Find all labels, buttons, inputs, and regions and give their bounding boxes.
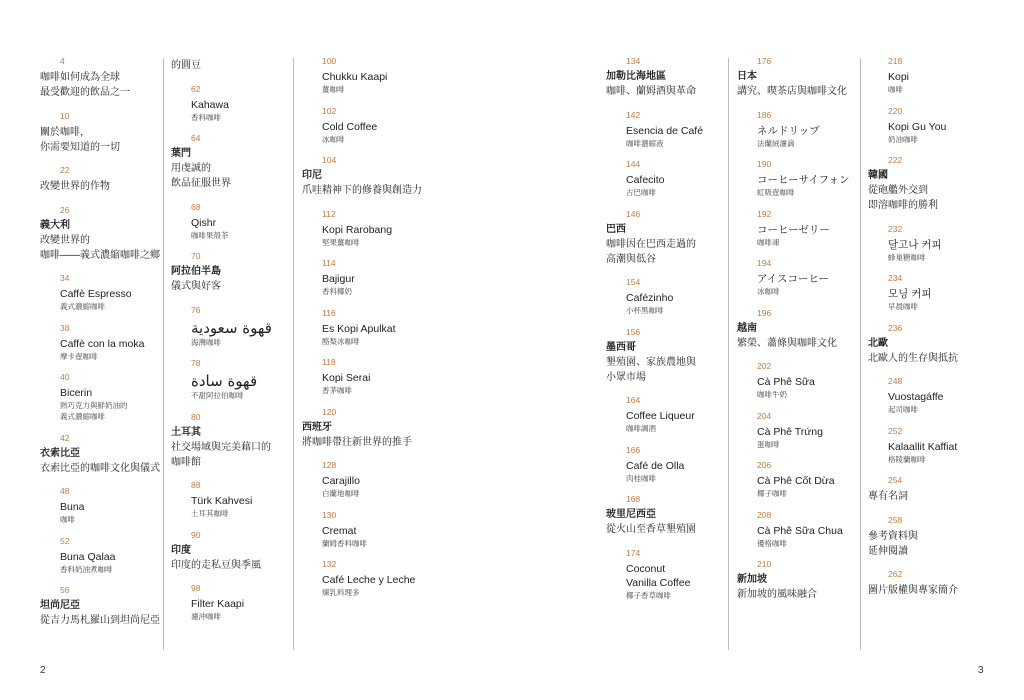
toc-dish-subtitle: 蜂巢糖咖啡: [888, 252, 926, 262]
toc-entry: [606, 548, 724, 601]
toc-entry: [868, 323, 988, 366]
toc-chapter-heading: 衣索比亞: [40, 447, 80, 459]
toc-dish-subtitle: 薑咖啡: [322, 85, 345, 94]
toc-entry: [302, 559, 452, 598]
toc-page-number: 202: [757, 361, 772, 371]
toc-page-number: 166: [626, 444, 641, 455]
toc-page-number: 10: [60, 110, 70, 121]
toc-page-number: 234: [888, 273, 903, 283]
toc-chapter-heading: 日本: [737, 71, 757, 82]
continued-text: 的圓豆: [171, 60, 201, 71]
toc-dish-subtitle: 虹吸壺咖啡: [757, 188, 795, 197]
toc-chapter-text: 印度的走私豆與季風: [171, 559, 261, 571]
toc-entry: [302, 258, 452, 297]
toc-entry: [606, 494, 724, 537]
toc-dish-title: Caffè con la moka: [60, 337, 145, 350]
toc-dish-title: 달고나 커피: [888, 238, 942, 251]
toc-chapter-text: 即溶咖啡的勝利: [868, 200, 938, 211]
toc-entry: [868, 515, 988, 559]
toc-entry: [302, 407, 452, 450]
toc-entry: [737, 460, 857, 499]
toc-dish-subtitle: 起司咖啡: [888, 405, 918, 414]
toc-chapter-text: 用虔誠的: [171, 163, 211, 174]
toc-dish-subtitle: 海灣咖啡: [191, 337, 221, 347]
toc-entry: [868, 426, 988, 465]
toc-page-number: 52: [60, 535, 70, 546]
toc-dish-title: コーヒーサイフォン: [757, 174, 850, 186]
toc-dish-subtitle: 古巴咖啡: [626, 188, 656, 197]
toc-dish-subtitle: 咖啡調酒: [626, 424, 656, 433]
toc-chapter-text: 社交場域與完美藉口的: [171, 441, 271, 453]
toc-entry: [868, 224, 988, 263]
toc-dish-title: Coconut: [626, 562, 666, 575]
toc-chapter-text: 繁榮、蕭條與咖啡文化: [737, 337, 837, 349]
toc-entry: [737, 159, 857, 198]
toc-page-number: 40: [60, 372, 70, 382]
toc-page-number: 104: [322, 155, 337, 165]
toc-entry: [40, 205, 160, 263]
toc-entry: [171, 530, 289, 573]
toc-chapter-text: 咖啡如何成為全球: [40, 72, 120, 83]
toc-entry: [302, 155, 452, 198]
toc-chapter-heading: 越南: [737, 322, 757, 334]
toc-page-number: 22: [60, 165, 70, 175]
toc-entry: [606, 277, 724, 316]
toc-chapter-text: 咖啡館: [171, 456, 201, 468]
toc-entry: [737, 361, 857, 400]
toc-dish-subtitle: 法蘭絨濾滴: [757, 138, 795, 148]
toc-entry: [40, 273, 160, 312]
toc-entry: [737, 510, 857, 549]
toc-chapter-heading: 加勒比海地區: [606, 71, 666, 82]
toc-page-number: 208: [757, 509, 772, 520]
toc-dish-title: Cafecito: [626, 174, 665, 186]
toc-page-number: 252: [888, 425, 903, 436]
toc-dish-subtitle: 白蘭地咖啡: [322, 489, 360, 498]
toc-page-number: 248: [888, 376, 903, 386]
toc-dish-subtitle: 冰咖啡: [757, 287, 780, 296]
toc-dish-subtitle: 香料椰奶: [322, 287, 352, 296]
toc-page-number: 38: [60, 322, 70, 333]
toc-chapter-text: 從吉力馬札羅山到坦尚尼亞: [40, 615, 160, 626]
toc-chapter-heading: 新加坡: [737, 574, 767, 585]
toc-page-number: 192: [757, 208, 772, 219]
toc-dish-subtitle: 義式濃縮咖啡: [60, 412, 105, 421]
toc-entry: [40, 486, 160, 525]
toc-dish-subtitle: 咖啡: [888, 85, 903, 94]
toc-dish-title: Cà Phê Sữa: [757, 376, 815, 388]
toc-entry: [868, 475, 988, 504]
toc-page-number: 48: [60, 486, 70, 496]
toc-entry: [302, 308, 452, 347]
toc-dish-title: Cafézinho: [626, 292, 674, 304]
toc-dish-subtitle: 咖啡凍: [757, 237, 780, 247]
page-number-left: 2: [40, 665, 46, 676]
toc-chapter-text: 咖啡、蘭姆酒與革命: [606, 86, 696, 97]
toc-column-5: [737, 56, 857, 602]
toc-dish-title: 모닝 커피: [888, 288, 932, 300]
column-divider: [728, 58, 729, 650]
toc-entry: [868, 155, 988, 213]
toc-chapter-text: 將咖啡帶往新世界的推手: [302, 436, 412, 448]
toc-page-number: 196: [757, 307, 772, 318]
toc-entry: [40, 585, 160, 628]
toc-entry: [302, 460, 452, 499]
toc-dish-title: Vanilla Coffee: [626, 576, 691, 589]
toc-chapter-text: 你需要知道的一切: [40, 141, 120, 153]
column-divider: [293, 58, 294, 650]
toc-entry: [40, 433, 160, 476]
toc-dish-title: Bajigur: [322, 273, 355, 285]
toc-dish-title-arabic: قهوة سعودية: [191, 318, 272, 337]
toc-page-number: 144: [626, 159, 641, 169]
toc-page-number: 222: [888, 155, 903, 165]
toc-chapter-heading: 北歐: [868, 337, 888, 349]
toc-dish-title: Kopi Serai: [322, 372, 371, 384]
page-number-right: 3: [978, 665, 984, 676]
toc-entry: [40, 372, 160, 422]
toc-page-number: 142: [626, 109, 641, 120]
toc-page-number: 236: [888, 322, 903, 333]
toc-page-number: 154: [626, 277, 641, 287]
toc-dish-subtitle: 土耳其咖啡: [191, 509, 229, 518]
toc-entry: [302, 510, 452, 549]
toc-entry: [40, 56, 160, 100]
toc-chapter-heading: 葉門: [171, 148, 191, 159]
toc-dish-subtitle: 堅果薑咖啡: [322, 237, 360, 247]
toc-page-number: 34: [60, 273, 70, 283]
toc-entry: [171, 583, 289, 622]
toc-dish-subtitle: 濾沖咖啡: [191, 612, 221, 621]
toc-chapter-heading: 墨西哥: [606, 341, 636, 353]
toc-dish-title: Bicerin: [60, 387, 93, 399]
toc-page-number: 76: [191, 304, 201, 315]
toc-chapter-heading: 土耳其: [171, 426, 201, 438]
toc-chapter-text: 從火山至香草墾殖園: [606, 524, 696, 535]
toc-page-number: 262: [888, 569, 903, 579]
toc-page-number: 26: [60, 204, 70, 215]
toc-dish-title: Qishr: [191, 216, 217, 229]
toc-dish-subtitle: 煉乳料理多: [322, 588, 360, 597]
toc-dish-subtitle: 椰子香草咖啡: [626, 590, 671, 600]
toc-chapter-text: 飲品征服世界: [171, 178, 231, 189]
toc-column-4: [606, 56, 724, 601]
toc-entry: [868, 376, 988, 415]
toc-chapter-text: 北歐人的生存與抵抗: [868, 352, 958, 364]
toc-chapter-text: 專有名詞: [868, 491, 908, 502]
toc-entry: [40, 536, 160, 575]
toc-page-number: 168: [626, 494, 641, 504]
toc-entry: [737, 258, 857, 297]
toc-dish-title: Cremat: [322, 524, 357, 537]
toc-entry: [302, 106, 452, 145]
toc-page-number: 204: [757, 410, 772, 421]
toc-page-number: 88: [191, 480, 201, 490]
toc-dish-title: Cà Phê Sữa Chua: [757, 524, 843, 537]
toc-column-2: [171, 56, 289, 622]
toc-entry: [868, 273, 988, 312]
toc-dish-title: Café de Olla: [626, 459, 685, 472]
toc-chapter-text: 衣索比亞的咖啡文化與儀式: [40, 462, 160, 474]
toc-chapter-text: 關於咖啡，: [40, 126, 90, 138]
toc-entry: [606, 56, 724, 99]
toc-entry: [737, 308, 857, 351]
toc-dish-subtitle: 格陵蘭咖啡: [888, 454, 926, 464]
toc-dish-title: アイスコーヒー: [757, 273, 830, 285]
toc-chapter-text: 咖啡——義式濃縮咖啡之鄉: [40, 249, 160, 261]
toc-page-number: 112: [322, 208, 336, 219]
toc-dish-title: Kopi Rarobang: [322, 223, 393, 236]
toc-chapter-heading: 西班牙: [302, 421, 332, 433]
toc-entry: [40, 165, 160, 194]
toc-entry: [737, 56, 857, 99]
toc-page-number: 64: [191, 133, 201, 143]
toc-entry: [171, 412, 289, 470]
toc-page-number: 146: [626, 208, 641, 219]
toc-dish-subtitle: 蛋咖啡: [757, 439, 780, 449]
toc-entry: [737, 209, 857, 248]
toc-dish-subtitle: 摩卡壺咖啡: [60, 351, 98, 361]
toc-page-number: 128: [322, 460, 337, 470]
toc-page-number: 98: [191, 583, 201, 593]
toc-dish-title: Kalaallit Kaffiat: [888, 440, 958, 453]
toc-dish-subtitle: 冰咖啡: [322, 134, 345, 144]
toc-dish-subtitle: 小杯黑咖啡: [626, 306, 664, 315]
toc-page-number: 174: [626, 547, 641, 558]
toc-dish-title: Kopi Gu You: [888, 120, 947, 133]
toc-column-6: [868, 56, 988, 598]
toc-page-number: 114: [322, 258, 336, 268]
toc-page-number: 156: [626, 326, 641, 337]
toc-page-number: 56: [60, 585, 70, 595]
toc-entry: [737, 559, 857, 602]
toc-page-number: 220: [888, 105, 903, 116]
toc-page-number: 120: [322, 406, 337, 417]
toc-entry: [737, 411, 857, 450]
toc-page-number: 130: [322, 509, 337, 520]
toc-dish-subtitle: 椰子咖啡: [757, 489, 787, 498]
toc-dish-subtitle: 香料咖啡: [191, 112, 221, 122]
toc-page-number: 118: [322, 357, 336, 367]
toc-page-number: 62: [191, 83, 201, 94]
toc-chapter-text: 改變世界的: [40, 234, 90, 246]
toc-chapter-text: 從砲艦外交到: [868, 185, 928, 196]
toc-entry: [171, 480, 289, 519]
toc-column-1: [40, 56, 160, 628]
toc-dish-title: Vuostagáffe: [888, 391, 944, 403]
toc-entry: [868, 106, 988, 145]
toc-dish-subtitle: 咖啡: [60, 515, 75, 524]
toc-chapter-text: 最受歡迎的飲品之一: [40, 87, 130, 98]
toc-page-number: 100: [322, 56, 337, 66]
toc-chapter-heading: 韓國: [868, 170, 888, 181]
toc-page-number: 254: [888, 475, 903, 485]
toc-entry: [606, 395, 724, 434]
toc-dish-subtitle: 香料奶油煮咖啡: [60, 564, 113, 574]
toc-chapter-text: 新加坡的風味融合: [737, 589, 817, 600]
toc-dish-title: Coffee Liqueur: [626, 410, 695, 422]
toc-chapter-text: 延伸閱讀: [868, 545, 908, 557]
toc-entry: [606, 110, 724, 149]
toc-entry: [606, 209, 724, 267]
toc-chapter-heading: 印尼: [302, 170, 322, 181]
toc-dish-subtitle: 義式濃縮咖啡: [60, 302, 105, 311]
toc-dish-subtitle: 優格咖啡: [757, 538, 787, 548]
toc-chapter-heading: 印度: [171, 544, 191, 556]
toc-dish-subtitle: 肉桂咖啡: [626, 473, 656, 483]
toc-dish-title: Cà Phê Cốt Dừa: [757, 475, 835, 487]
toc-page-number: 176: [757, 56, 772, 66]
toc-dish-subtitle: 不甜阿拉伯咖啡: [191, 391, 244, 400]
toc-entry: [737, 110, 857, 149]
toc-dish-subtitle: 蘭姆香料咖啡: [322, 538, 367, 548]
toc-page-number: 210: [757, 559, 772, 569]
toc-entry: [302, 357, 452, 396]
toc-dish-title: Buna Qalaa: [60, 550, 116, 563]
toc-page-number: 116: [322, 307, 336, 318]
toc-dish-subtitle: 熱巧克力與鮮奶油的: [60, 401, 128, 410]
toc-dish-title: Café Leche y Leche: [322, 574, 416, 586]
toc-dish-title: Chukku Kaapi: [322, 71, 388, 83]
toc-dish-subtitle: 奶油咖啡: [888, 134, 918, 144]
column-divider: [163, 58, 164, 650]
toc-chapter-text: 墾殖園、家族農地與: [606, 356, 696, 368]
toc-entry: [606, 327, 724, 385]
toc-chapter-text: 儀式與好客: [171, 281, 221, 292]
toc-dish-title: ネルドリップ: [757, 124, 820, 137]
toc-page-number: 90: [191, 529, 201, 540]
toc-entry: [868, 56, 988, 95]
toc-page-number: 232: [888, 223, 903, 234]
toc-page-number: 80: [191, 411, 201, 422]
toc-dish-title-arabic: قهوة سادة: [191, 372, 258, 390]
toc-dish-title: Cold Coffee: [322, 120, 378, 133]
toc-entry: [171, 305, 289, 348]
toc-entry: [606, 445, 724, 484]
toc-page-number: 258: [888, 514, 903, 525]
toc-chapter-heading: 巴西: [606, 223, 626, 235]
toc-entry: [171, 84, 289, 123]
toc-entry: [302, 56, 452, 95]
toc-entry: [171, 358, 289, 401]
toc-dish-subtitle: 咖啡濃縮液: [626, 138, 664, 148]
toc-entry: [868, 569, 988, 598]
toc-page-number: 186: [757, 109, 772, 120]
toc-chapter-text: 改變世界的作物: [40, 181, 110, 192]
toc-dish-subtitle: 酪梨冰咖啡: [322, 336, 360, 346]
toc-dish-title: Carajillo: [322, 475, 360, 487]
toc-page-number: 132: [322, 559, 337, 569]
toc-page-number: 194: [757, 258, 772, 268]
toc-page-number: 134: [626, 56, 641, 66]
toc-dish-subtitle: 早晨咖啡: [888, 302, 918, 311]
toc-entry: [171, 251, 289, 294]
toc-chapter-text: 講究、喫茶店與咖啡文化: [737, 86, 847, 97]
toc-dish-title: コーヒーゼリー: [757, 223, 830, 236]
toc-dish-title: Cà Phê Trứng: [757, 425, 823, 438]
toc-page-number: 164: [626, 395, 641, 405]
toc-dish-title: Esencia de Café: [626, 124, 704, 137]
column-divider: [860, 58, 861, 650]
toc-entry: [171, 202, 289, 241]
toc-page-number: 190: [757, 159, 772, 169]
toc-chapter-heading: 義大利: [40, 219, 70, 231]
toc-entry: [171, 133, 289, 191]
toc-page-number: 206: [757, 460, 772, 470]
toc-entry: [40, 111, 160, 155]
toc-page-number: 102: [322, 105, 337, 116]
toc-dish-subtitle: 咖啡果殼茶: [191, 230, 229, 240]
toc-dish-title: Filter Kaapi: [191, 598, 245, 610]
toc-dish-title: Es Kopi Apulkat: [322, 322, 396, 335]
toc-chapter-heading: 坦尚尼亞: [40, 600, 80, 611]
toc-dish-title: Kahawa: [191, 98, 229, 111]
toc-chapter-text: 參考資料與: [868, 530, 918, 542]
toc-chapter-heading: 阿拉伯半島: [171, 266, 221, 277]
toc-chapter-text: 咖啡因在巴西走過的: [606, 238, 696, 250]
toc-dish-title: Buna: [60, 501, 85, 513]
toc-page-number: 218: [888, 56, 903, 66]
toc-chapter-text: 高潮與低谷: [606, 253, 656, 265]
toc-dish-title: Kopi: [888, 71, 910, 83]
toc-dish-title: Türk Kahvesi: [191, 495, 253, 507]
toc-page-number: 68: [191, 201, 201, 212]
toc-chapter-text: 爪哇精神下的修養與創造力: [302, 185, 422, 196]
toc-entry: [606, 159, 724, 198]
toc-page-number: 4: [60, 56, 65, 66]
toc-chapter-heading: 玻里尼西亞: [606, 509, 656, 520]
toc-entry: [302, 209, 452, 248]
toc-dish-subtitle: 咖啡牛奶: [757, 390, 787, 399]
toc-dish-subtitle: 香茅咖啡: [322, 386, 352, 395]
toc-entry: [40, 323, 160, 362]
toc-page-number: 78: [191, 358, 201, 368]
toc-chapter-text: 圖片版權與專家簡介: [868, 585, 958, 596]
toc-page-number: 42: [60, 432, 70, 443]
toc-chapter-text: 小眾市場: [606, 371, 646, 383]
toc-dish-title: Caffè Espresso: [60, 288, 132, 300]
toc-page-number: 70: [191, 251, 201, 261]
toc-column-3: [302, 56, 452, 598]
